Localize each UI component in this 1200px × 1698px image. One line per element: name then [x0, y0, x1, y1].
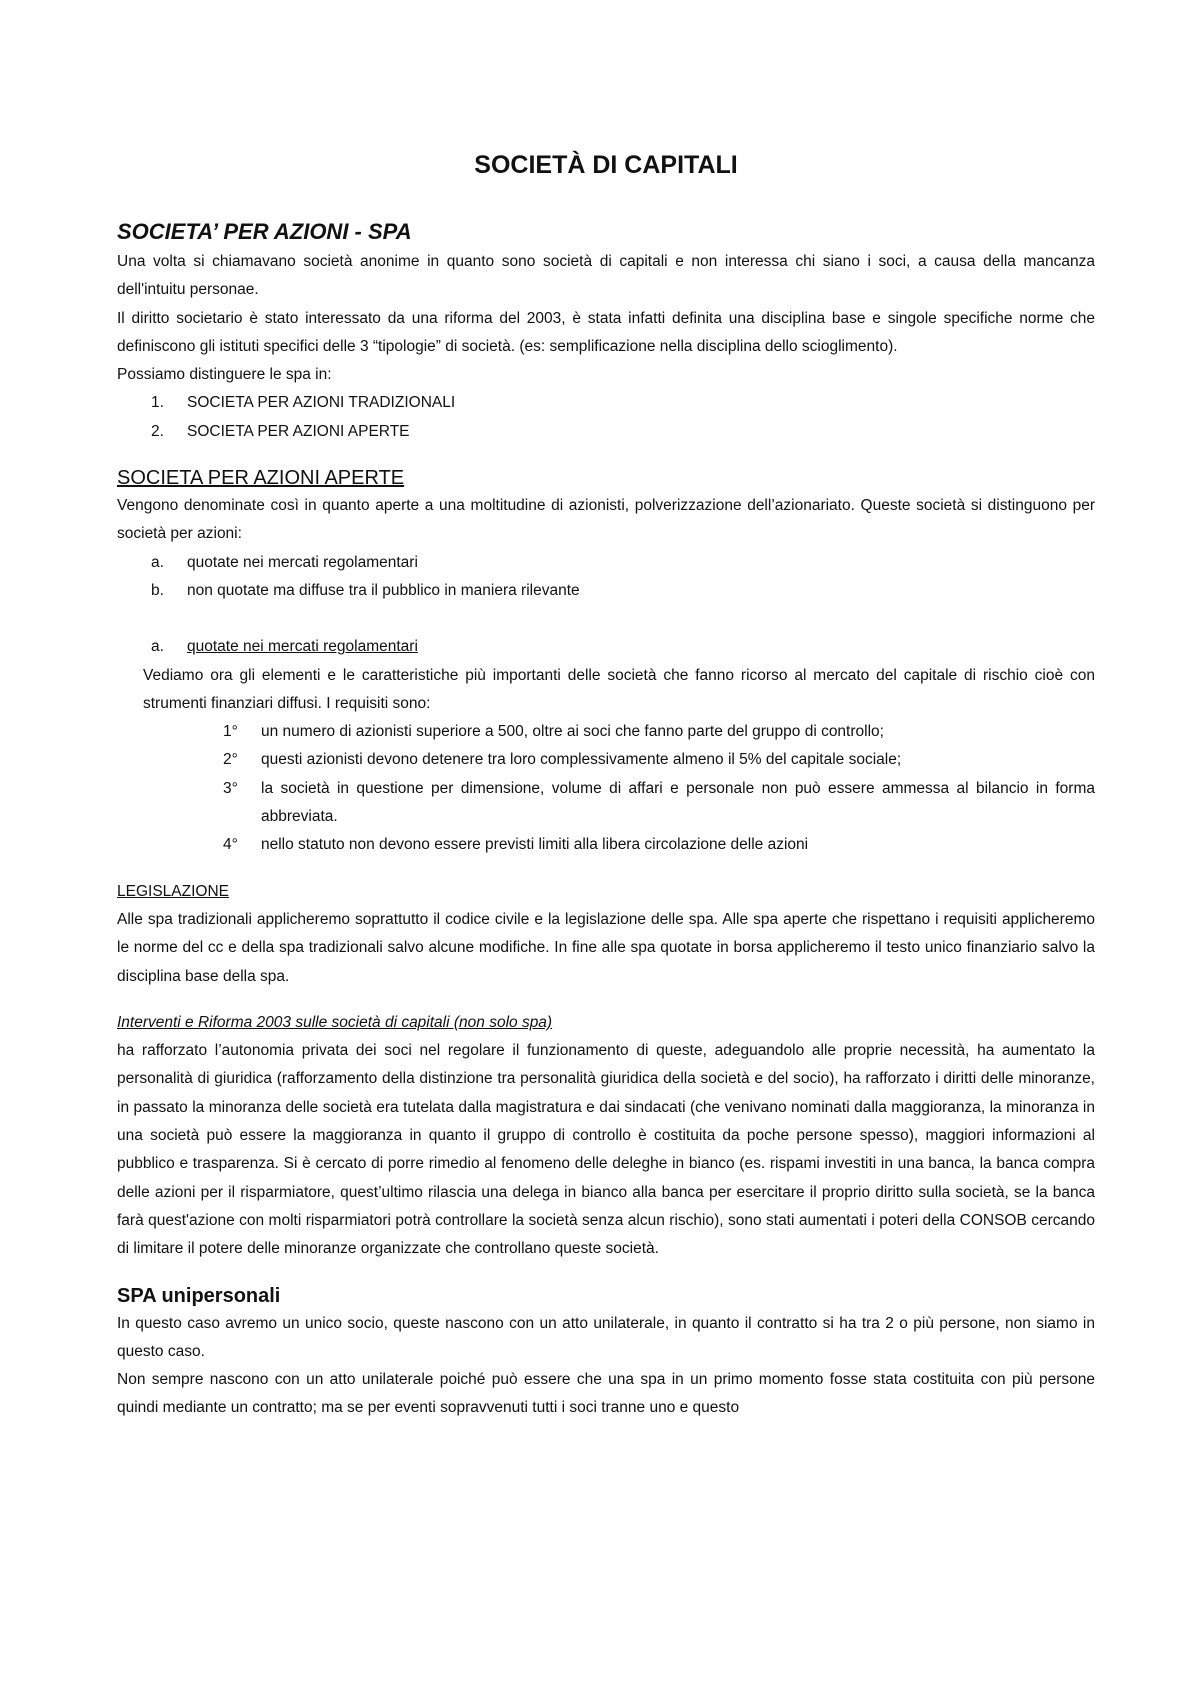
requirements-list: [117, 718, 1095, 859]
paragraph: Alle spa tradizionali applicheremo soprattutto il codice civile e la legislazione delle spa. Alle spa aperte che rispettano i requisiti applicheremo le norme del cc e della spa tradizionali salvo alcune modifiche. In fine alle spa quotate in borsa applicheremo il testo unico finanziario salvo la disciplina base della spa.: [117, 910, 1095, 985]
paragraph: ha rafforzato l’autonomia privata dei soci nel regolare il funzionamento di queste, adeguandolo alle proprie necessità, ha aumentato la personalità di giuridica (rafforzamento della distinzione tra personalità giuridica della società e del socio), ha rafforzato i diritti delle minoranze, in passato la minoranza delle società era tutelata dalla magistratura e dai sindacati (che venivano nominati dalla maggioranza, la minoranza in una società può essere la maggioranza in quanto il gruppo di controllo è costituita da poche persone spesso), maggiori informazioni al pubblico e trasparenza. Si è cercato di porre rimedio al fenomeno delle deleghe in bianco (es. rispami investiti in una banca, la banca compra delle azioni per il risparmiatore, quest’ultimo rilascia una delega in bianco alla banca per esercitare il proprio diritto sulla società, se la banca farà quest'azione con molti risparmiatori potrà controllare la società senza alcun rischio), sono stati aumentati i poteri della CONSOB cercando di limitare il potere delle minoranze organizzate che controllano queste società.: [117, 1042, 1095, 1258]
section-heading-riforma: Interventi e Riforma 2003 sulle società di capitali (non solo spa): [117, 1013, 553, 1031]
list-marker: 1.: [151, 394, 164, 412]
spa-types-list: [117, 389, 1095, 446]
requirement-marker: 1°: [223, 723, 238, 741]
requirement-text: questi azionisti devono detenere tra loro complessivamente almeno il 5% del capitale sociale;: [261, 751, 902, 769]
section-heading-legislazione: LEGISLAZIONE: [117, 882, 229, 900]
paragraph: In questo caso avremo un unico socio, queste nascono con un atto unilaterale, in quanto il contratto si ha tra 2 o più persone, non siamo in questo caso.: [117, 1314, 1095, 1360]
paragraph: Una volta si chiamavano società anonime in quanto sono società di capitali e non interessa chi siano i soci, a causa della mancanza dell'intuitu personae.: [117, 253, 1095, 299]
paragraph: Possiamo distinguere le spa in:: [117, 366, 332, 384]
requirement-item: [117, 718, 1095, 746]
requirement-item: [117, 746, 1095, 774]
subsection-heading-text: quotate nei mercati regolamentari: [187, 638, 418, 656]
requirement-marker: 2°: [223, 751, 238, 769]
list-item-text: SOCIETA PER AZIONI APERTE: [187, 422, 410, 440]
paragraph: Vengono denominate così in quanto aperte a una moltitudine di azionisti, polverizzazione dell’azionariato. Queste società si distinguono per società per azioni:: [117, 497, 1095, 543]
requirement-marker: 4°: [223, 836, 238, 854]
requirement-text: la società in questione per dimensione, volume di affari e personale non può essere ammessa al bilancio in forma abbreviata.: [261, 779, 1095, 826]
list-item-text: quotate nei mercati regolamentari: [187, 553, 418, 571]
list-marker: a.: [151, 638, 164, 656]
list-item-text: SOCIETA PER AZIONI TRADIZIONALI: [187, 394, 456, 412]
spa-aperte-list: [117, 549, 1095, 606]
section-heading-spa-aperte: SOCIETA PER AZIONI APERTE: [117, 467, 405, 490]
requirement-item: [117, 775, 1095, 832]
list-marker: b.: [151, 581, 164, 599]
list-marker: 2.: [151, 422, 164, 440]
list-item: [117, 577, 1095, 605]
requirement-text: nello statuto non devono essere previsti limiti alla libera circolazione delle azioni: [261, 836, 809, 854]
list-item-text: non quotate ma diffuse tra il pubblico in maniera rilevante: [187, 581, 580, 599]
section-heading-spa: SOCIETA’ PER AZIONI - SPA: [117, 219, 412, 244]
paragraph: Vediamo ora gli elementi e le caratteristiche più importanti delle società che fanno ricorso al mercato del capitale di rischio cioè con strumenti finanziari diffusi. I requisiti sono:: [143, 666, 1095, 712]
list-marker: a.: [151, 553, 164, 571]
section-heading-unipersonali: SPA unipersonali: [117, 1284, 281, 1307]
paragraph: Non sempre nascono con un atto unilaterale poiché può essere che una spa in un primo momento fosse stata costituita con più persone quindi mediante un contratto; ma se per eventi sopravvenuti tutti i soci tranne uno e questo: [117, 1371, 1095, 1417]
list-item: [117, 549, 1095, 577]
requirement-marker: 3°: [223, 779, 238, 797]
requirement-text: un numero di azionisti superiore a 500, oltre ai soci che fanno parte del gruppo di controllo;: [261, 723, 884, 741]
subsection-heading-quotate: [117, 633, 1095, 661]
paragraph: Il diritto societario è stato interessato da una riforma del 2003, è stata infatti definita una disciplina base e singole specifiche norme che definiscono gli istituti specifici delle 3 “tipologie” di società. (es: semplificazione nella disciplina dello scioglimento).: [117, 309, 1095, 355]
list-item: [117, 418, 1095, 446]
spacer: [117, 605, 1095, 633]
document-title: SOCIETÀ DI CAPITALI: [474, 151, 738, 179]
requirement-item: [117, 831, 1095, 859]
list-item: [117, 389, 1095, 417]
document-body: [117, 150, 1095, 1423]
